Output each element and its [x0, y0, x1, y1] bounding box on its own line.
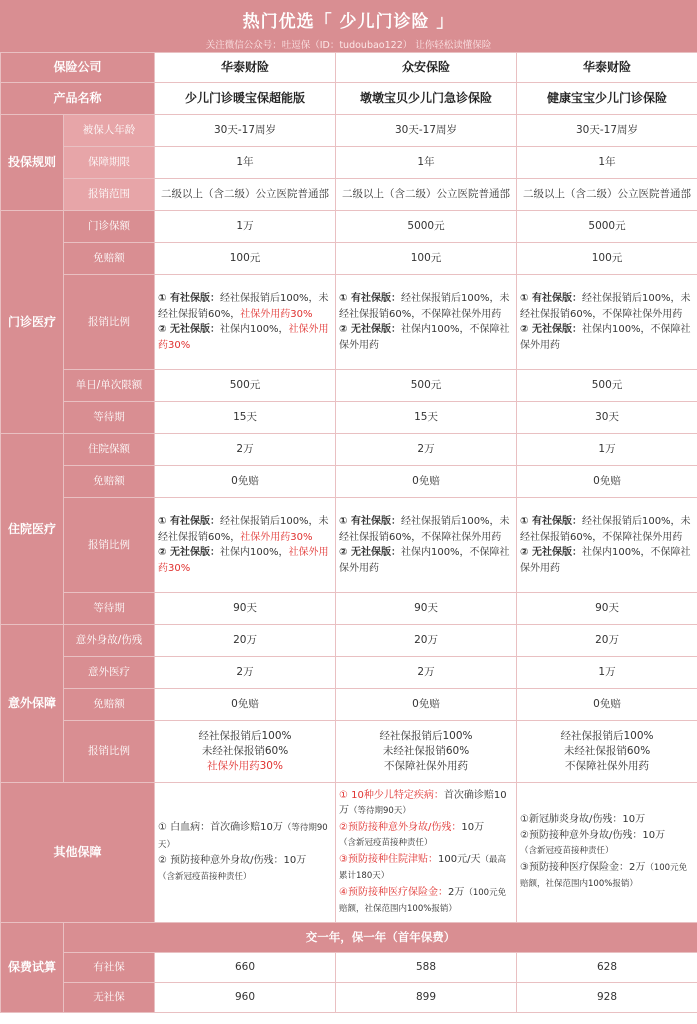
row-label-scope: 报销范围 [64, 179, 155, 211]
table-row [1, 179, 697, 211]
table-row [1, 783, 697, 923]
ratio-line: 不保障社保外用药 [565, 760, 650, 772]
section-inpatient: 住院医疗 [1, 434, 64, 625]
table-row [1, 402, 697, 434]
ratio-text: 经社保报销后100%，未经社保报销60%， [158, 293, 329, 320]
ip-ratio-3 [517, 498, 697, 593]
ip-waiting-2: 90天 [336, 593, 517, 625]
ratio-line: 未经社保报销60% [201, 745, 289, 757]
other-line: ① 白血病：首次确诊赔10万 [158, 822, 283, 833]
ratio-mark: ① 有社保版： [158, 516, 220, 527]
other-line: ②预防接种意外身故/伤残：10万 [520, 829, 666, 841]
other-line: 100元/天 [437, 853, 481, 865]
other-note: （等待期90天） [158, 823, 328, 850]
row-label-op-ratio: 报销比例 [64, 275, 155, 370]
op-daily-1: 500元 [155, 370, 336, 402]
op-deductible-3: 100元 [517, 243, 697, 275]
other-note: （100元免赔额，社保范围内100%报销） [520, 862, 688, 890]
page-title: 热门优选「 少儿门诊险 」 [242, 12, 455, 32]
scope-2: 二级以上（含二级）公立医院普通部 [336, 179, 517, 211]
table-row [1, 275, 697, 370]
ratio-text: 社保内100%， [219, 547, 289, 558]
table-row [1, 689, 697, 721]
table-row [1, 923, 697, 953]
premium-banner: 交一年，保一年（首年保费） [64, 923, 697, 953]
ip-coverage-2: 2万 [336, 434, 517, 466]
age-3: 30天-17周岁 [517, 115, 697, 147]
ratio-mark: ① 有社保版： [520, 293, 582, 304]
ratio-line: 社保外用药30% [207, 760, 283, 772]
ratio-line: 未经社保报销60% [563, 745, 651, 757]
op-ratio-3 [517, 275, 697, 370]
table-row [1, 657, 697, 689]
table-row [1, 147, 697, 179]
ratio-text-red: 社保外用药30% [240, 531, 313, 543]
age-2: 30天-17周岁 [336, 115, 517, 147]
other-line: 10万 [461, 821, 485, 833]
ratio-text: 社保内100%，不保障社保外用药 [520, 324, 691, 351]
ip-deductible-3: 0免赔 [517, 466, 697, 498]
ratio-text-red: 社保外用药30% [158, 547, 329, 574]
ip-coverage-1: 2万 [155, 434, 336, 466]
period-3: 1年 [517, 147, 697, 179]
table-row [1, 625, 697, 657]
row-label-op-coverage: 门诊保额 [64, 211, 155, 243]
ratio-text-red: 社保外用药30% [158, 324, 329, 351]
ip-deductible-2: 0免赔 [336, 466, 517, 498]
premium-without-ss-2: 899 [336, 983, 517, 1013]
section-outpatient: 门诊医疗 [1, 211, 64, 434]
other-line: 首次确诊赔10万 [339, 789, 507, 816]
table-row [1, 243, 697, 275]
ratio-mark: ② 无社保版： [520, 324, 582, 335]
table-row [1, 721, 697, 783]
ratio-line: 经社保报销后100% [198, 730, 292, 742]
op-deductible-1: 100元 [155, 243, 336, 275]
premium-with-ss-2: 588 [336, 953, 517, 983]
premium-without-ss-3: 928 [517, 983, 697, 1013]
row-label-ip-ratio: 报销比例 [64, 498, 155, 593]
op-waiting-1: 15天 [155, 402, 336, 434]
table-row [1, 211, 697, 243]
ac-deductible-1: 0免赔 [155, 689, 336, 721]
ac-death-3: 20万 [517, 625, 697, 657]
company-2: 众安保险 [336, 53, 517, 83]
other-2 [336, 783, 517, 923]
table-row [1, 370, 697, 402]
page-subtitle: 关注微信公众号：吐逗保（ID：tudoubao122） 让你轻松读懂保险 [205, 40, 492, 51]
row-label-without-ss: 无社保 [64, 983, 155, 1013]
other-line-red: ④预防接种医疗保险金： [339, 886, 448, 898]
row-label-product: 产品名称 [1, 83, 155, 115]
row-label-ac-ratio: 报销比例 [64, 721, 155, 783]
row-label-age: 被保人年龄 [64, 115, 155, 147]
section-other: 其他保障 [1, 783, 155, 923]
ac-medical-2: 2万 [336, 657, 517, 689]
ratio-mark: ① 有社保版： [520, 516, 582, 527]
ratio-mark: ② 无社保版： [339, 547, 401, 558]
product-3: 健康宝宝少儿门诊保险 [517, 83, 697, 115]
section-rules: 投保规则 [1, 115, 64, 211]
ratio-text: 社保内100%，不保障社保外用药 [339, 324, 510, 351]
ratio-mark: ② 无社保版： [158, 324, 220, 335]
table-row [1, 115, 697, 147]
ratio-line: 经社保报销后100% [560, 730, 654, 742]
other-line: ①新冠肺炎身故/伤残：10万 [520, 814, 646, 826]
other-line-red: ① 10种少儿特定疾病： [339, 789, 444, 801]
row-label-ip-coverage: 住院保额 [64, 434, 155, 466]
other-note: （含新冠疫苗接种责任） [339, 838, 433, 848]
ratio-text: 经社保报销后100%，未经社保报销60%，不保障社保外用药 [520, 516, 691, 543]
table-row [1, 983, 697, 1013]
op-daily-3: 500元 [517, 370, 697, 402]
other-line-red: ③预防接种住院津贴： [339, 853, 438, 865]
op-ratio-2 [336, 275, 517, 370]
table-row [1, 434, 697, 466]
product-1: 少儿门诊暖宝保超能版 [155, 83, 336, 115]
section-premium: 保费试算 [1, 923, 64, 1013]
premium-without-ss-1: 960 [155, 983, 336, 1013]
table-row [1, 498, 697, 593]
ratio-text: 经社保报销后100%，未经社保报销60%，不保障社保外用药 [520, 293, 691, 320]
ratio-text: 经社保报销后100%，未经社保报销60%，不保障社保外用药 [339, 293, 510, 320]
ip-coverage-3: 1万 [517, 434, 697, 466]
ratio-text: 经社保报销后100%，未经社保报销60%， [158, 516, 329, 543]
op-coverage-1: 1万 [155, 211, 336, 243]
premium-with-ss-1: 660 [155, 953, 336, 983]
op-waiting-3: 30天 [517, 402, 697, 434]
row-label-ip-deductible: 免赔额 [64, 466, 155, 498]
table-row [1, 593, 697, 625]
ratio-mark: ② 无社保版： [158, 547, 220, 558]
table-row [1, 466, 697, 498]
other-line: ③预防接种医疗保险金：2万 [520, 861, 646, 873]
period-1: 1年 [155, 147, 336, 179]
other-note: （含新冠疫苗接种责任） [158, 871, 252, 882]
row-label-ip-waiting: 等待期 [64, 593, 155, 625]
table-row [1, 953, 697, 983]
ac-deductible-3: 0免赔 [517, 689, 697, 721]
op-daily-2: 500元 [336, 370, 517, 402]
row-label-op-daily: 单日/单次限额 [64, 370, 155, 402]
row-label-ac-death: 意外身故/伤残 [64, 625, 155, 657]
row-label-period: 保障期限 [64, 147, 155, 179]
ip-waiting-1: 90天 [155, 593, 336, 625]
ac-ratio-2 [336, 721, 517, 783]
other-note: （100元免赔额，社保范围内100%报销） [339, 887, 507, 914]
age-1: 30天-17周岁 [155, 115, 336, 147]
comparison-table [0, 52, 697, 1013]
product-2: 墩墩宝贝少儿门急诊保险 [336, 83, 517, 115]
op-deductible-2: 100元 [336, 243, 517, 275]
other-note: （最高累计180天） [339, 854, 506, 881]
ac-death-1: 20万 [155, 625, 336, 657]
section-accident: 意外保障 [1, 625, 64, 783]
row-label-op-deductible: 免赔额 [64, 243, 155, 275]
ip-waiting-3: 90天 [517, 593, 697, 625]
row-label-ac-medical: 意外医疗 [64, 657, 155, 689]
ratio-mark: ② 无社保版： [339, 324, 401, 335]
ratio-line: 不保障社保外用药 [384, 760, 469, 772]
row-label-company: 保险公司 [1, 53, 155, 83]
other-1 [155, 783, 336, 923]
ac-ratio-3 [517, 721, 697, 783]
company-1: 华泰财险 [155, 53, 336, 83]
table-row [1, 83, 697, 115]
ip-deductible-1: 0免赔 [155, 466, 336, 498]
other-note: （含新冠疫苗接种责任） [520, 846, 614, 857]
ratio-mark: ① 有社保版： [339, 293, 401, 304]
ratio-text: 社保内100%， [219, 324, 289, 335]
other-line: 2万 [447, 886, 465, 898]
other-note: （等待期90天） [349, 806, 411, 816]
op-waiting-2: 15天 [336, 402, 517, 434]
ratio-mark: ① 有社保版： [339, 516, 401, 527]
ratio-line: 未经社保报销60% [382, 745, 470, 757]
row-label-ac-deductible: 免赔额 [64, 689, 155, 721]
premium-with-ss-3: 628 [517, 953, 697, 983]
ratio-text: 经社保报销后100%，未经社保报销60%，不保障社保外用药 [339, 516, 510, 543]
period-2: 1年 [336, 147, 517, 179]
other-3 [517, 783, 697, 923]
ip-ratio-1 [155, 498, 336, 593]
ratio-text-red: 社保外用药30% [240, 308, 313, 320]
ac-death-2: 20万 [336, 625, 517, 657]
ratio-mark: ① 有社保版： [158, 293, 220, 304]
scope-1: 二级以上（含二级）公立医院普通部 [155, 179, 336, 211]
row-label-op-waiting: 等待期 [64, 402, 155, 434]
op-ratio-1 [155, 275, 336, 370]
other-line-red: ②预防接种意外身故/伤残： [339, 821, 462, 833]
other-line: ② 预防接种意外身故/伤残：10万 [158, 855, 307, 866]
row-label-with-ss: 有社保 [64, 953, 155, 983]
page-header [0, 0, 697, 52]
op-coverage-2: 5000元 [336, 211, 517, 243]
table-row [1, 53, 697, 83]
op-coverage-3: 5000元 [517, 211, 697, 243]
ac-ratio-1 [155, 721, 336, 783]
scope-3: 二级以上（含二级）公立医院普通部 [517, 179, 697, 211]
ratio-text: 社保内100%，不保障社保外用药 [520, 547, 691, 574]
company-3: 华泰财险 [517, 53, 697, 83]
ratio-text: 社保内100%，不保障社保外用药 [339, 547, 510, 574]
ac-medical-1: 2万 [155, 657, 336, 689]
ac-medical-3: 1万 [517, 657, 697, 689]
ratio-line: 经社保报销后100% [379, 730, 473, 742]
ip-ratio-2 [336, 498, 517, 593]
ac-deductible-2: 0免赔 [336, 689, 517, 721]
ratio-mark: ② 无社保版： [520, 547, 582, 558]
